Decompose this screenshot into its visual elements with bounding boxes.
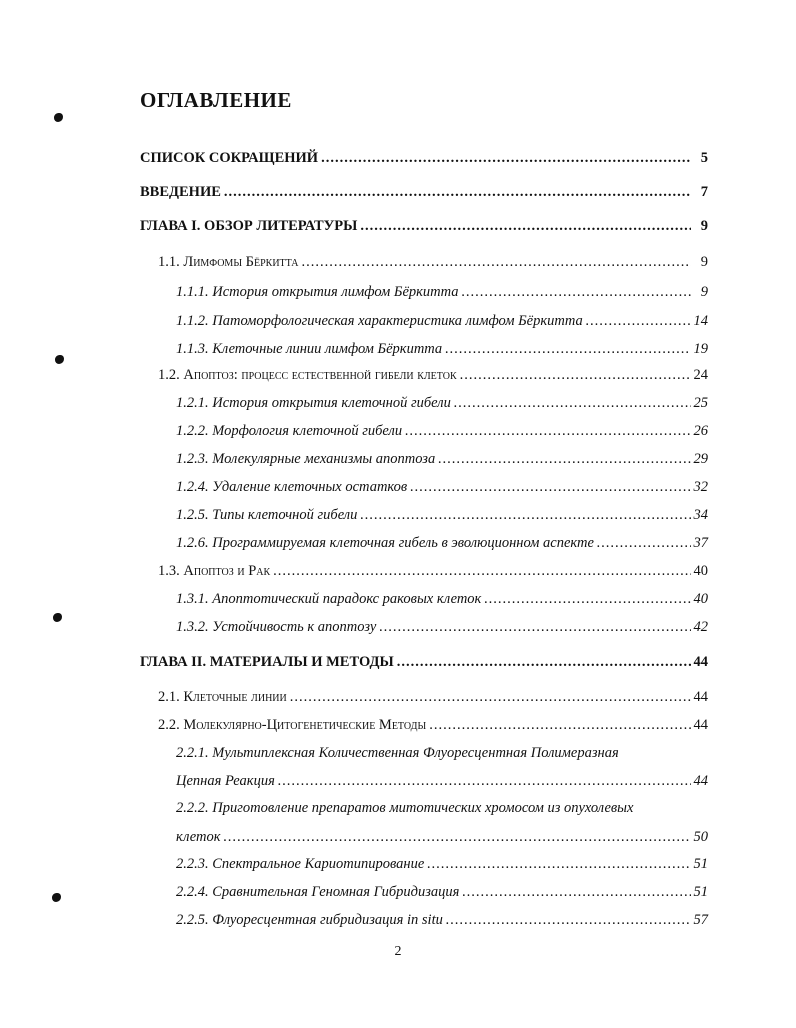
toc-label: 1.2. Апоптоз: процесс естественной гибели клеток (158, 367, 457, 383)
toc-label: ГЛАВА I. ОБЗОР ЛИТЕРАТУРЫ (140, 218, 358, 234)
toc-leader (410, 475, 690, 499)
toc-page: 5 (700, 150, 708, 166)
toc-entry[interactable] (176, 419, 708, 443)
toc-label: 1.2.5. Типы клеточной гибели (176, 507, 358, 523)
toc-entry[interactable] (176, 908, 708, 932)
toc-leader (360, 214, 691, 238)
toc-entry[interactable] (176, 587, 708, 611)
toc-entry[interactable] (176, 825, 708, 849)
toc-entry[interactable] (158, 713, 708, 737)
toc-entry[interactable] (158, 363, 708, 387)
toc-page: 50 (693, 829, 708, 845)
toc-label: 1.3. Апоптоз и Рак (158, 563, 271, 579)
toc-label-cont: клеток (176, 829, 221, 845)
toc-entry[interactable] (140, 650, 708, 674)
toc-entry[interactable] (176, 880, 708, 904)
toc-leader (302, 250, 691, 274)
toc-label: 1.3.1. Апоптотический парадокс раковых клеток (176, 591, 482, 607)
toc-page: 25 (693, 395, 708, 411)
toc-entry[interactable] (176, 769, 708, 793)
toc-leader (462, 880, 690, 904)
toc-entry[interactable] (176, 503, 708, 527)
toc-page: 44 (693, 689, 708, 705)
toc-leader (429, 713, 690, 737)
toc-label: 1.1.1. История открытия лимфом Бёркитта (176, 284, 459, 300)
toc-label: 1.1. Лимфомы Бёркитта (158, 254, 299, 270)
toc-leader (446, 908, 691, 932)
toc-page: 26 (693, 423, 708, 439)
toc-page: 37 (693, 535, 708, 551)
toc-leader (397, 650, 691, 674)
toc-leader (462, 280, 691, 304)
toc-page: 7 (700, 184, 708, 200)
toc-entry[interactable] (176, 337, 708, 361)
toc-page: 44 (693, 773, 708, 789)
toc-page: 42 (693, 619, 708, 635)
scan-mark (54, 113, 63, 122)
toc-leader (321, 146, 691, 170)
toc-page: 29 (693, 451, 708, 467)
page-number: 2 (394, 944, 402, 959)
toc-page: 51 (693, 856, 708, 872)
toc-leader (405, 419, 690, 443)
toc-leader (484, 587, 690, 611)
page-title: ОГЛАВЛЕНИЕ (140, 88, 292, 112)
toc-page: 44 (693, 717, 708, 733)
toc-label-line1: 2.2.2. Приготовление препаратов митотических хромосом из опухолевых (176, 800, 634, 816)
toc-page: 24 (693, 367, 708, 383)
toc-page: 9 (700, 284, 708, 300)
toc-page: 44 (693, 654, 708, 670)
toc-label: ВВЕДЕНИЕ (140, 184, 221, 200)
toc-label: 1.2.2. Морфология клеточной гибели (176, 423, 403, 439)
toc-entry[interactable] (158, 250, 708, 274)
toc-leader (586, 309, 691, 333)
toc-entry[interactable] (176, 852, 708, 876)
toc-leader (454, 391, 691, 415)
toc-entry[interactable] (140, 146, 708, 170)
toc-entry[interactable] (176, 280, 708, 304)
toc-entry[interactable] (176, 475, 708, 499)
toc-label: 2.1. Клеточные линии (158, 689, 287, 705)
toc-leader (360, 503, 690, 527)
toc-leader (224, 825, 691, 849)
toc-entry[interactable] (158, 685, 708, 709)
toc-page: 9 (700, 218, 708, 234)
toc-entry[interactable] (158, 559, 708, 583)
scan-mark (55, 355, 64, 364)
toc-entry[interactable] (176, 309, 708, 333)
toc-label: 2.2. Молекулярно-Цитогенетические Методы (158, 717, 427, 733)
toc-label: 1.1.3. Клеточные линии лимфом Бёркитта (176, 341, 443, 357)
toc-label-line1: 2.2.1. Мультиплексная Количественная Флуоресцентная Полимеразная (176, 745, 619, 761)
toc-page: 40 (693, 591, 708, 607)
scan-mark (53, 613, 62, 622)
toc-page: 19 (693, 341, 708, 357)
toc-page: 32 (693, 479, 708, 495)
toc-label: ГЛАВА II. МАТЕРИАЛЫ И МЕТОДЫ (140, 654, 394, 670)
toc-leader (427, 852, 690, 876)
toc-leader (597, 531, 691, 555)
toc-label: 1.2.3. Молекулярные механизмы апоптоза (176, 451, 436, 467)
toc-entry[interactable] (176, 615, 708, 639)
toc-label: 1.1.2. Патоморфологическая характеристика лимфом Бёркитта (176, 313, 583, 329)
toc-leader (460, 363, 691, 387)
toc-leader (438, 447, 690, 471)
toc-label: 1.3.2. Устойчивость к апоптозу (176, 619, 377, 635)
toc-label: 2.2.3. Спектральное Кариотипирование (176, 856, 425, 872)
toc-leader (445, 337, 690, 361)
toc-leader (290, 685, 691, 709)
toc-label: 2.2.4. Сравнительная Геномная Гибридизация (176, 884, 460, 900)
toc-entry[interactable] (176, 447, 708, 471)
toc-leader (224, 180, 691, 204)
toc-page: 34 (693, 507, 708, 523)
toc-entry[interactable] (176, 531, 708, 555)
scan-mark (52, 893, 61, 902)
toc-entry[interactable] (140, 214, 708, 238)
toc-leader (273, 559, 690, 583)
toc-leader (278, 769, 691, 793)
toc-page: 14 (693, 313, 708, 329)
toc-label: 1.2.1. История открытия клеточной гибели (176, 395, 451, 411)
toc-entry[interactable] (140, 180, 708, 204)
toc-label: 1.2.6. Программируемая клеточная гибель в эволюционном аспекте (176, 535, 594, 551)
toc-page: 57 (693, 912, 708, 928)
toc-page: 9 (700, 254, 708, 270)
toc-label: 2.2.5. Флуоресцентная гибридизация in situ (176, 912, 443, 928)
toc-label: 1.2.4. Удаление клеточных остатков (176, 479, 408, 495)
toc-page: 40 (693, 563, 708, 579)
toc-entry[interactable] (176, 391, 708, 415)
toc-label: СПИСОК СОКРАЩЕНИЙ (140, 150, 319, 166)
toc-label-cont: Цепная Реакция (176, 773, 275, 789)
toc-leader (379, 615, 690, 639)
toc-page: 51 (693, 884, 708, 900)
